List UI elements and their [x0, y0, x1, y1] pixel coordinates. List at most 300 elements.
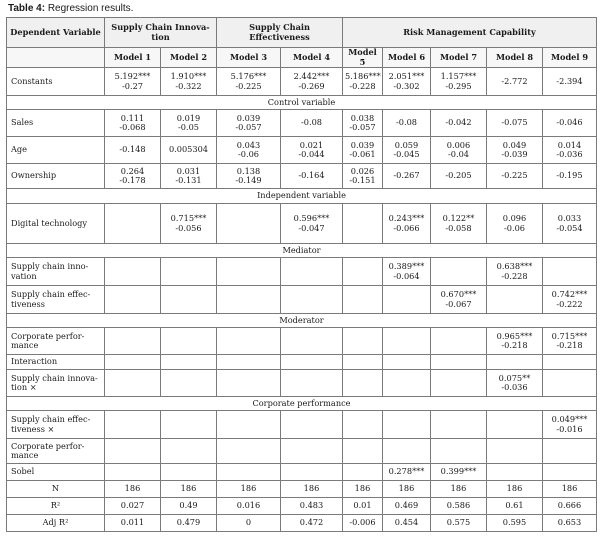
table-cell	[487, 355, 543, 370]
table-cell	[161, 370, 217, 397]
header-model: Model 4	[281, 48, 343, 68]
table-cell	[217, 464, 281, 481]
table-cell	[343, 481, 383, 498]
standard-error-value: -0.151	[349, 175, 376, 186]
table-cell	[343, 355, 383, 370]
table-cell	[343, 464, 383, 481]
standard-error-value: -0.067	[445, 298, 472, 309]
table-cell	[281, 481, 343, 498]
coefficient-value: 0.483	[299, 500, 324, 511]
table-cell	[383, 439, 431, 464]
coefficient-value: 0.653	[557, 517, 582, 528]
table-cell	[281, 258, 343, 286]
table-cell	[217, 370, 281, 397]
table-cell	[343, 258, 383, 286]
coefficient-value: 2.442***	[293, 71, 330, 82]
table-cell	[343, 370, 383, 397]
row-label: Ownership	[7, 164, 105, 189]
table-cell	[343, 164, 383, 189]
section-row	[7, 397, 597, 411]
coefficient-value: 0.742***	[551, 289, 588, 300]
coefficient-value: 0.670***	[440, 289, 477, 300]
table-cell	[281, 464, 343, 481]
table-cell	[161, 286, 217, 314]
table-cell	[383, 355, 431, 370]
row-label: R²	[7, 498, 105, 515]
table-cell	[161, 258, 217, 286]
coefficient-value: -2.394	[556, 75, 583, 86]
coefficient-value: 0.138	[236, 165, 261, 176]
standard-error-value: -0.016	[556, 423, 583, 434]
row-label: Constants	[7, 68, 105, 96]
table-cell	[281, 164, 343, 189]
standard-error-value: -0.036	[501, 382, 528, 393]
table-cell	[343, 204, 383, 244]
table-cell	[543, 439, 597, 464]
table-cell	[281, 411, 343, 439]
standard-error-value: -0.039	[501, 149, 528, 160]
standard-error-value: -0.057	[349, 122, 376, 133]
table-cell	[431, 464, 487, 481]
section-row	[7, 96, 597, 110]
row-label: Sales	[7, 110, 105, 137]
table-cell	[487, 464, 543, 481]
table-cell	[543, 137, 597, 164]
coefficient-value: -0.195	[556, 170, 583, 181]
table-cell	[543, 481, 597, 498]
table-cell	[487, 204, 543, 244]
coefficient-value: 0.014	[557, 139, 582, 150]
table-row	[7, 110, 597, 137]
table-cell	[383, 328, 431, 355]
table-cell	[543, 204, 597, 244]
row-label: Corporate perfor-mance	[7, 439, 105, 464]
coefficient-value: 0.965***	[496, 330, 533, 341]
table-cell	[487, 110, 543, 137]
coefficient-value: 0.027	[120, 500, 145, 511]
row-label: Supply chain effec-tiveness ×	[7, 411, 105, 439]
table-cell	[383, 164, 431, 189]
coefficient-value: 0.111	[120, 112, 145, 123]
coefficient-value: -0.164	[298, 170, 325, 181]
table-row	[7, 204, 597, 244]
table-row	[7, 464, 597, 481]
header-dependent: Dependent Variable	[7, 18, 105, 48]
table-cell	[543, 68, 597, 96]
table-row	[7, 355, 597, 370]
header-model: Model 7	[431, 48, 487, 68]
table-cell	[487, 498, 543, 515]
section-independent: Independent variable	[7, 189, 597, 204]
table-cell	[105, 110, 161, 137]
coefficient-value: 0.026	[350, 165, 375, 176]
coefficient-value: 0.399***	[440, 466, 477, 477]
table-cell	[217, 286, 281, 314]
table-cell	[343, 110, 383, 137]
header-model: Model 3	[217, 48, 281, 68]
regression-table	[6, 17, 597, 532]
table-cell	[431, 515, 487, 532]
table-cell	[217, 515, 281, 532]
standard-error-value: -0.27	[122, 80, 143, 91]
table-cell	[431, 110, 487, 137]
table-cell	[217, 204, 281, 244]
coefficient-value: 186	[303, 483, 320, 494]
table-cell	[383, 204, 431, 244]
table-cell	[431, 411, 487, 439]
coefficient-value: 0.038	[350, 112, 375, 123]
coefficient-value: 0.638***	[496, 261, 533, 272]
table-cell	[161, 68, 217, 96]
table-cell	[161, 515, 217, 532]
table-cell	[431, 137, 487, 164]
coefficient-value: 0.019	[176, 112, 201, 123]
standard-error-value: -0.222	[556, 298, 583, 309]
standard-error-value: -0.054	[556, 222, 583, 233]
table-cell	[281, 328, 343, 355]
table-cell	[383, 286, 431, 314]
table-cell	[383, 137, 431, 164]
table-cell	[487, 258, 543, 286]
coefficient-value: 0.586	[446, 500, 471, 511]
coefficient-value: 0.596***	[293, 213, 330, 224]
table-cell	[343, 515, 383, 532]
section-moderator: Moderator	[7, 314, 597, 328]
standard-error-value: -0.068	[119, 122, 146, 133]
coefficient-value: 186	[180, 483, 197, 494]
table-cell	[543, 464, 597, 481]
standard-error-value: -0.218	[556, 340, 583, 351]
coefficient-value: -0.225	[501, 170, 528, 181]
table-cell	[105, 498, 161, 515]
table-row	[7, 370, 597, 397]
table-cell	[161, 439, 217, 464]
standard-error-value: -0.228	[501, 270, 528, 281]
coefficient-value: -2.772	[501, 75, 528, 86]
table-cell	[217, 164, 281, 189]
table-row	[7, 481, 597, 498]
coefficient-value: 0.389***	[388, 261, 425, 272]
table-cell	[105, 328, 161, 355]
table-cell	[487, 515, 543, 532]
table-cell	[487, 328, 543, 355]
table-row	[7, 137, 597, 164]
table-cell	[543, 411, 597, 439]
caption-text: Regression results.	[45, 3, 134, 14]
row-label: Supply chain inno-vation	[7, 258, 105, 286]
table-cell	[343, 68, 383, 96]
table-cell	[383, 411, 431, 439]
coefficient-value: 0	[245, 517, 252, 528]
standard-error-value: -0.131	[175, 175, 202, 186]
coefficient-value: 0.666	[557, 500, 582, 511]
table-cell	[343, 439, 383, 464]
coefficient-value: 5.192***	[114, 71, 151, 82]
table-cell	[217, 137, 281, 164]
table-cell	[217, 481, 281, 498]
coefficient-value: 0.075**	[498, 372, 531, 383]
table-cell	[161, 164, 217, 189]
coefficient-value: 1.910***	[170, 71, 207, 82]
coefficient-value: 0.479	[176, 517, 201, 528]
table-cell	[281, 68, 343, 96]
table-cell	[217, 498, 281, 515]
table-cell	[487, 137, 543, 164]
table-cell	[161, 481, 217, 498]
table-caption	[8, 3, 133, 14]
coefficient-value: 0.472	[299, 517, 324, 528]
coefficient-value: 1.157***	[440, 71, 477, 82]
coefficient-value: 0.049	[502, 139, 527, 150]
table-cell	[105, 411, 161, 439]
section-control: Control variable	[7, 96, 597, 110]
table-cell	[343, 328, 383, 355]
standard-error-value: -0.149	[235, 175, 262, 186]
standard-error-value: -0.066	[393, 222, 420, 233]
row-label: Digital technology	[7, 204, 105, 244]
table-cell	[105, 164, 161, 189]
table-cell	[105, 286, 161, 314]
header-row-models	[7, 48, 597, 68]
coefficient-value: 0.278***	[388, 466, 425, 477]
table-cell	[431, 68, 487, 96]
row-label: Sobel	[7, 464, 105, 481]
table-cell	[105, 258, 161, 286]
table-cell	[105, 481, 161, 498]
header-model: Model 5	[343, 48, 383, 68]
coefficient-value: 0.454	[394, 517, 419, 528]
header-model: Model 2	[161, 48, 217, 68]
table-cell	[281, 439, 343, 464]
row-label: Interaction	[7, 355, 105, 370]
coefficient-value: 0.49	[179, 500, 198, 511]
section-row	[7, 244, 597, 258]
table-cell	[383, 498, 431, 515]
table-cell	[217, 68, 281, 96]
table-row	[7, 68, 597, 96]
table-cell	[487, 439, 543, 464]
table-cell	[487, 370, 543, 397]
table-cell	[431, 481, 487, 498]
table-row	[7, 515, 597, 532]
standard-error-value: -0.06	[238, 149, 259, 160]
section-row	[7, 314, 597, 328]
standard-error-value: -0.322	[175, 80, 202, 91]
table-row	[7, 258, 597, 286]
section-row	[7, 189, 597, 204]
table-cell	[383, 481, 431, 498]
table-cell	[543, 370, 597, 397]
standard-error-value: -0.225	[235, 80, 262, 91]
table-cell	[431, 498, 487, 515]
coefficient-value: -0.148	[119, 144, 146, 155]
table-cell	[487, 411, 543, 439]
table-cell	[431, 164, 487, 189]
table-cell	[343, 498, 383, 515]
coefficient-value: 0.005304	[168, 144, 209, 155]
header-row-groups	[7, 18, 597, 48]
coefficient-value: 0.033	[557, 213, 582, 224]
table-cell	[431, 439, 487, 464]
table-row	[7, 498, 597, 515]
coefficient-value: 186	[124, 483, 141, 494]
coefficient-value: 2.051***	[388, 71, 425, 82]
standard-error-value: -0.05	[178, 122, 199, 133]
coefficient-value: 0.595	[502, 517, 527, 528]
table-cell	[161, 411, 217, 439]
standard-error-value: -0.047	[298, 222, 325, 233]
coefficient-value: 0.575	[446, 517, 471, 528]
standard-error-value: -0.04	[448, 149, 469, 160]
coefficient-value: 0.61	[505, 500, 524, 511]
table-cell	[543, 515, 597, 532]
header-model: Model 9	[543, 48, 597, 68]
table-row	[7, 328, 597, 355]
standard-error-value: -0.044	[298, 149, 325, 160]
table-cell	[281, 204, 343, 244]
table-cell	[543, 498, 597, 515]
coefficient-value: 0.243***	[388, 213, 425, 224]
table-cell	[281, 137, 343, 164]
table-cell	[161, 328, 217, 355]
standard-error-value: -0.302	[393, 80, 420, 91]
standard-error-value: -0.045	[393, 149, 420, 160]
table-cell	[105, 370, 161, 397]
standard-error-value: -0.269	[298, 80, 325, 91]
coefficient-value: -0.042	[445, 117, 472, 128]
coefficient-value: 0.011	[120, 517, 145, 528]
table-cell	[281, 355, 343, 370]
standard-error-value: -0.056	[175, 222, 202, 233]
coefficient-value: 0.031	[176, 165, 201, 176]
coefficient-value: 186	[506, 483, 523, 494]
table-cell	[343, 411, 383, 439]
header-model: Model 6	[383, 48, 431, 68]
coefficient-value: 0.016	[236, 500, 261, 511]
table-cell	[431, 204, 487, 244]
table-cell	[161, 498, 217, 515]
coefficient-value: 0.715***	[170, 213, 207, 224]
table-cell	[105, 137, 161, 164]
table-cell	[543, 355, 597, 370]
table-cell	[487, 164, 543, 189]
coefficient-value: 186	[354, 483, 371, 494]
header-group-effectiveness: Supply Chain Effectiveness	[217, 18, 343, 48]
coefficient-value: -0.006	[349, 517, 376, 528]
standard-error-value: -0.06	[504, 222, 525, 233]
table-cell	[217, 328, 281, 355]
table-cell	[543, 328, 597, 355]
coefficient-value: 0.096	[502, 213, 527, 224]
row-label: Supply chain innova-tion ×	[7, 370, 105, 397]
table-cell	[281, 286, 343, 314]
table-row	[7, 411, 597, 439]
table-cell	[161, 137, 217, 164]
coefficient-value: 186	[398, 483, 415, 494]
coefficient-value: 186	[240, 483, 257, 494]
table-cell	[281, 110, 343, 137]
coefficient-value: 0.039	[236, 112, 261, 123]
table-cell	[383, 110, 431, 137]
table-cell	[281, 370, 343, 397]
header-model: Model 1	[105, 48, 161, 68]
coefficient-value: 186	[450, 483, 467, 494]
section-corporate: Corporate performance	[7, 397, 597, 411]
table-cell	[105, 204, 161, 244]
table-row	[7, 286, 597, 314]
coefficient-value: 0.049***	[551, 414, 588, 425]
table-cell	[431, 370, 487, 397]
table-cell	[105, 68, 161, 96]
table-cell	[217, 258, 281, 286]
coefficient-value: -0.205	[445, 170, 472, 181]
coefficient-value: -0.046	[556, 117, 583, 128]
table-cell	[543, 286, 597, 314]
header-group-innovation: Supply Chain Innova-tion	[105, 18, 217, 48]
table-cell	[161, 355, 217, 370]
coefficient-value: -0.075	[501, 117, 528, 128]
table-cell	[343, 286, 383, 314]
table-cell	[217, 411, 281, 439]
table-cell	[383, 68, 431, 96]
table-cell	[383, 370, 431, 397]
header-group-risk: Risk Management Capability	[343, 18, 597, 48]
coefficient-value: 186	[561, 483, 578, 494]
table-cell	[431, 328, 487, 355]
table-row	[7, 439, 597, 464]
table-cell	[161, 204, 217, 244]
table-cell	[543, 258, 597, 286]
table-cell	[217, 110, 281, 137]
table-cell	[281, 498, 343, 515]
coefficient-value: -0.08	[396, 117, 417, 128]
table-cell	[105, 515, 161, 532]
coefficient-value: 5.186***	[345, 71, 381, 82]
standard-error-value: -0.178	[119, 175, 146, 186]
table-cell	[217, 355, 281, 370]
coefficient-value: 0.264	[120, 165, 145, 176]
table-cell	[543, 164, 597, 189]
row-label: N	[7, 481, 105, 498]
standard-error-value: -0.058	[445, 222, 472, 233]
table-cell	[105, 464, 161, 481]
coefficient-value: -0.267	[393, 170, 420, 181]
coefficient-value: 0.021	[299, 139, 324, 150]
section-mediator: Mediator	[7, 244, 597, 258]
table-cell	[431, 286, 487, 314]
table-cell	[161, 110, 217, 137]
coefficient-value: 0.469	[394, 500, 419, 511]
coefficient-value: 0.122**	[442, 213, 475, 224]
table-cell	[383, 515, 431, 532]
table-cell	[487, 481, 543, 498]
standard-error-value: -0.228	[349, 80, 376, 91]
coefficient-value: 5.176***	[230, 71, 267, 82]
table-cell	[161, 464, 217, 481]
table-row	[7, 164, 597, 189]
table-cell	[281, 515, 343, 532]
header-model: Model 8	[487, 48, 543, 68]
caption-label: Table 4:	[8, 3, 46, 14]
standard-error-value: -0.057	[235, 122, 262, 133]
standard-error-value: -0.064	[393, 270, 420, 281]
standard-error-value: -0.061	[349, 149, 376, 160]
coefficient-value: 0.006	[446, 139, 471, 150]
coefficient-value: -0.08	[301, 117, 322, 128]
table-cell	[105, 355, 161, 370]
table-cell	[383, 464, 431, 481]
standard-error-value: -0.036	[556, 149, 583, 160]
